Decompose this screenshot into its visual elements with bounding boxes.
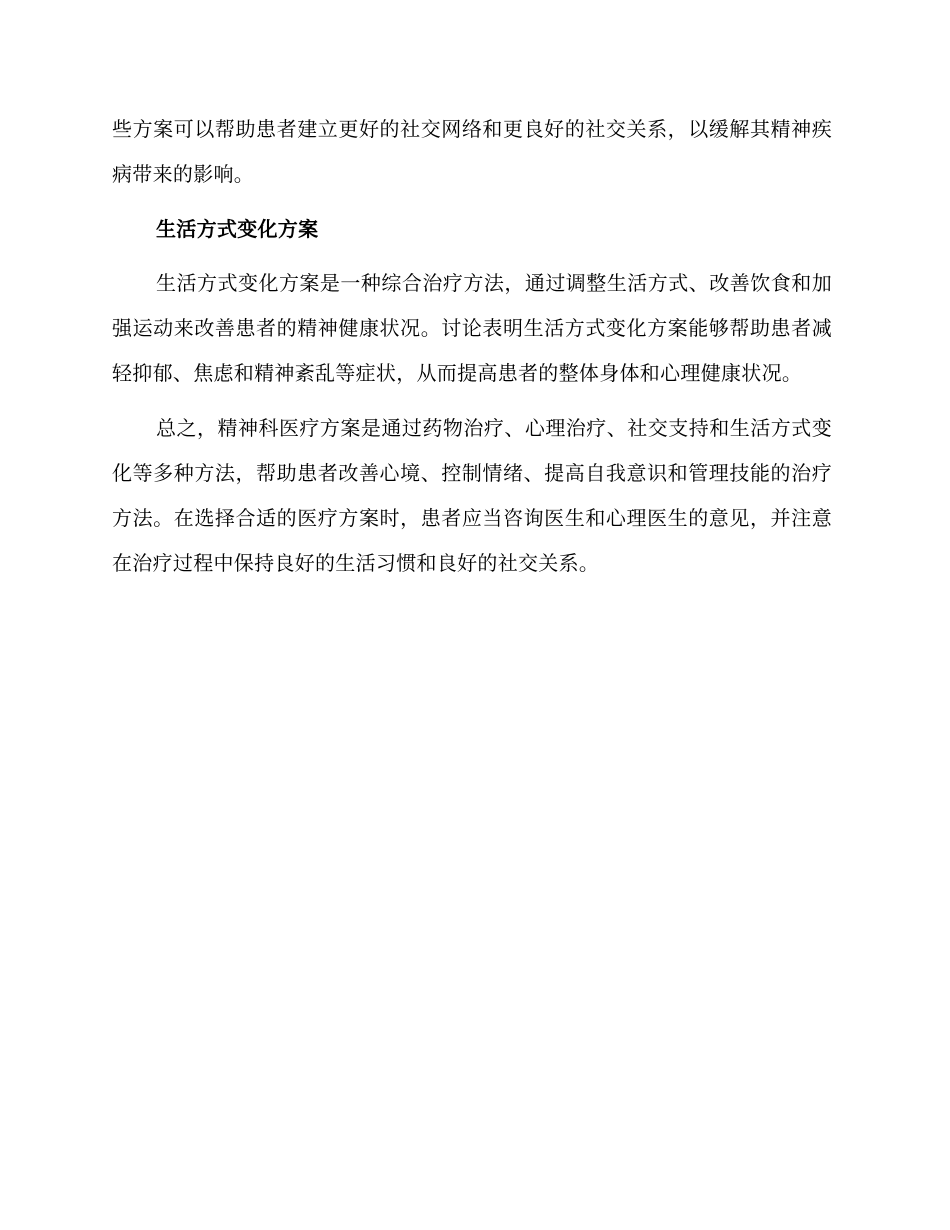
paragraph-summary: 总之，精神科医疗方案是通过药物治疗、心理治疗、社交支持和生活方式变化等多种方法，帮助患者改善心境、控制情绪、提高自我意识和管理技能的治疗方法。在选择合适的医疗方案时，患者应当咨询医生和心理医生的意见，并注意在治疗过程中保持良好的生活习惯和良好的社交关系。 bbox=[112, 416, 832, 575]
paragraph-continuation: 些方案可以帮助患者建立更好的社交网络和更良好的社交关系，以缓解其精神疾病带来的影响。 bbox=[112, 117, 832, 186]
document-body bbox=[112, 107, 832, 596]
section-heading: 生活方式变化方案 bbox=[156, 217, 319, 241]
paragraph-lifestyle: 生活方式变化方案是一种综合治疗方法，通过调整生活方式、改善饮食和加强运动来改善患者的精神健康状况。讨论表明生活方式变化方案能够帮助患者减轻抑郁、焦虑和精神紊乱等症状，从而提高患者的整体身体和心理健康状况。 bbox=[112, 271, 832, 385]
